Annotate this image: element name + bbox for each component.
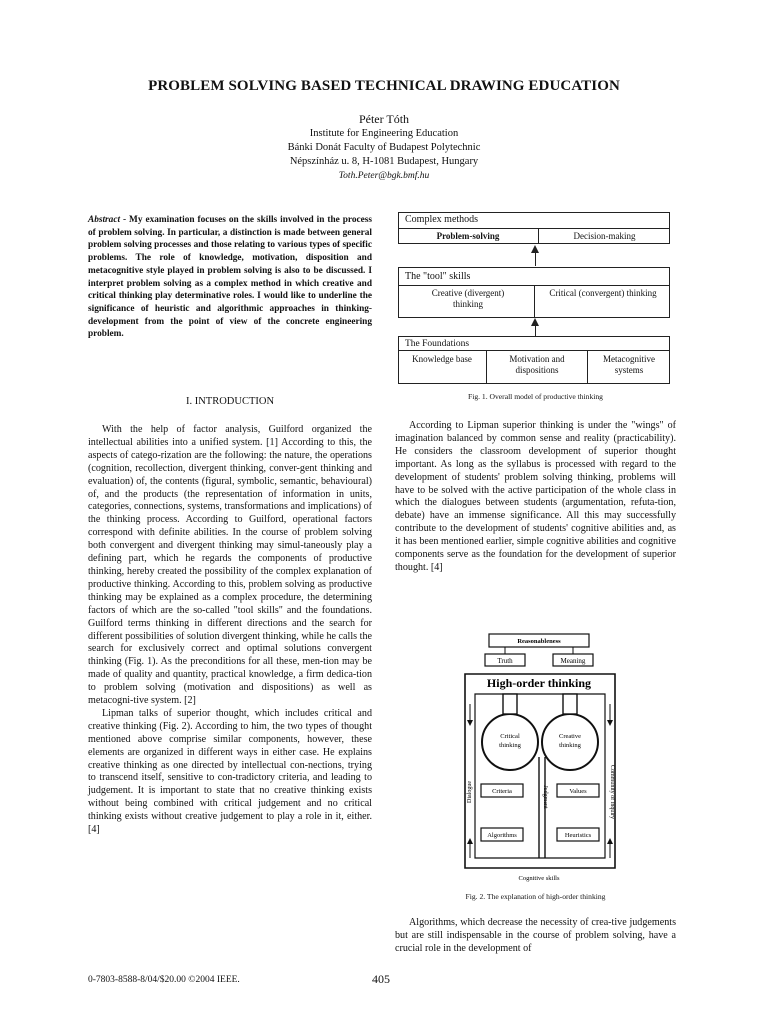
decision-making-cell: Decision-making: [573, 231, 636, 241]
paragraph: Algorithms, which decrease the necessity of crea-tive judgements but are still indispensable in the course of problem solving, have a crucial role in the development of: [395, 917, 676, 954]
author-name: Péter Tóth: [358, 112, 410, 126]
paragraph: According to Lipman superior thinking is under the "wings" of imagination balanced by common sense and reality (practicability). He considers the classroom development of superior thought important. As long as the syllabus is processed with regard to the development of students' problem solving thinking, problems will have to be solved with the active participation of the whole class in which the dialogues between students (argumentation, refuta-tion, debate) have an immense significance. All this may successfully contribute to the development of students' cognitive abilities and, as it has been mentioned earlier, simple cognitive abilities and cognitive components serve as the foundation for the development of superior thought. [4]: [395, 420, 676, 573]
problem-solving-cell: Problem-solving: [436, 231, 500, 241]
reasonableness-label: Reasonableness: [517, 638, 561, 645]
figure-1-caption: Fig. 1. Overall model of productive thinking: [468, 392, 603, 401]
svg-text:thinking: thinking: [559, 742, 581, 749]
affiliation-1: Institute for Engineering Education: [309, 128, 459, 139]
arrow-head: [531, 318, 539, 326]
column-1-body: [88, 424, 372, 837]
complex-methods-header: Complex methods: [405, 214, 479, 225]
high-order-thinking-diagram: [445, 632, 633, 884]
section-heading: I. INTRODUCTION: [185, 396, 275, 407]
truth-label: Truth: [497, 657, 513, 665]
meaning-label: Meaning: [560, 657, 586, 665]
address: Népszínház u. 8, H-1081 Budapest, Hungary: [289, 156, 479, 167]
criteria-label: Criteria: [492, 788, 512, 795]
creative-thinking-label: Creative: [558, 733, 582, 740]
affiliation-2: Bánki Donát Faculty of Budapest Polytechnic: [287, 142, 481, 153]
abstract: [88, 214, 372, 341]
paragraph: Lipman talks of superior thought, which includes critical and creative thinking (Fig. 2). According to him, the two types of thought mentioned above comprise similar components, however, these elements are organized in different ways in either case. He explains creative thinking as one directed by intellectual con-nections, trying to transcend itself, sensitive to con-tradictory criteria, and leading to judgement. It is important to state that no creative thinking exists without being combined with critical judgement and no critical thinking exists without creative judgement to play a role in it, either. [4]: [88, 707, 372, 836]
algorithms-label: Algorithms: [487, 832, 517, 839]
paper-title: PROBLEM SOLVING BASED TECHNICAL DRAWING EDUCATION: [148, 78, 620, 94]
column-2-body: [395, 420, 676, 575]
page-number: 405: [372, 972, 390, 986]
copyright-footer: 0-7803-8588-8/04/$20.00 ©2004 IEEE.: [88, 975, 240, 985]
dialogue-label: Dialogue: [467, 781, 473, 803]
abstract-text: - My examination focuses on the skills involved in the process of problem solving. In particular, a distinction is made between general problem solving processes and those relating to various types of specific problems. The role of knowledge, motivation, disposition and metacognitive style played in problem solving is also to be discussed. I interpret problem solving as a complex method in which creative and critical thinking play determinative roles. I would like to underline the significance of heuristic and algorithmic approaches in thinking-development from the point of view of the concrete engineering problem.: [88, 215, 372, 340]
abstract-label: Abstract: [88, 215, 121, 225]
creative-thinking-cell: Creative (divergent) thinking: [431, 288, 505, 309]
author-email: Toth.Peter@bgk.bmf.hu: [338, 171, 430, 181]
tool-skills-header: The "tool" skills: [405, 271, 471, 282]
heuristics-label: Heuristics: [564, 832, 592, 839]
figure-1-diagram: [398, 212, 670, 384]
high-order-heading: High-order thinking: [486, 676, 592, 690]
community-label: Community of inquiry: [609, 765, 615, 819]
figure-2-diagram: [445, 632, 633, 884]
column-2-body-continued: [395, 917, 676, 956]
judgment-label: Judgment: [542, 785, 548, 809]
critical-thinking-label: Critical: [500, 733, 520, 740]
paragraph: With the help of factor analysis, Guilford organized the intellectual abilities into a unified system. [1] According to this, the aspects of catego-rization are the following: the nature, the operations (cognition, recollection, divergent thinking, conver-gent thinking and evaluation) of, the contents (figural, symbolic, semantic, behavioural) of, and the products (the representation of information in units, categories, connections, systems, transformations and implications) of the thinking process. According to Guilford, operational factors correspond with definite abilities. In the course of problem solving both convergent and divergent thinking may simul-taneously play a defining part, which he regards the components of productive thinking, hereby created the possibility of the complex explanation of productive thinking. According to this, problem solving as productive thinking may be explained as a complex procedure, the determining factors of which are the so-called "tool skills" and the foundations. Guilford terms thinking in different directions and the search for different possibilities of solution divergent thinking, while he calls the search for exclusively correct and optimal solutions convergent thinking (Fig. 1). As the preconditions for all these, men-tion may be made of quality and quantity, practical knowledge, a firm dedica-tion to problem solving (motivation and dispositions) as well as metacogni-tive system. [2]: [88, 424, 372, 707]
values-label: Values: [569, 788, 587, 795]
author-block: [0, 112, 768, 183]
svg-text:thinking: thinking: [499, 742, 521, 749]
foundations-header: The Foundations: [405, 339, 470, 349]
knowledge-base-cell: Knowledge base: [412, 354, 472, 364]
figure-2-caption: Fig. 2. The explanation of high-order thinking: [465, 892, 606, 901]
motivation-cell: Motivation and dispositions: [509, 354, 565, 375]
critical-thinking-cell: Critical (convergent) thinking: [549, 288, 657, 298]
arrow-head: [531, 245, 539, 253]
cognitive-skills-label: Cognitive skills: [518, 875, 560, 882]
metacognitive-cell: Metacognitive systems: [603, 354, 655, 375]
